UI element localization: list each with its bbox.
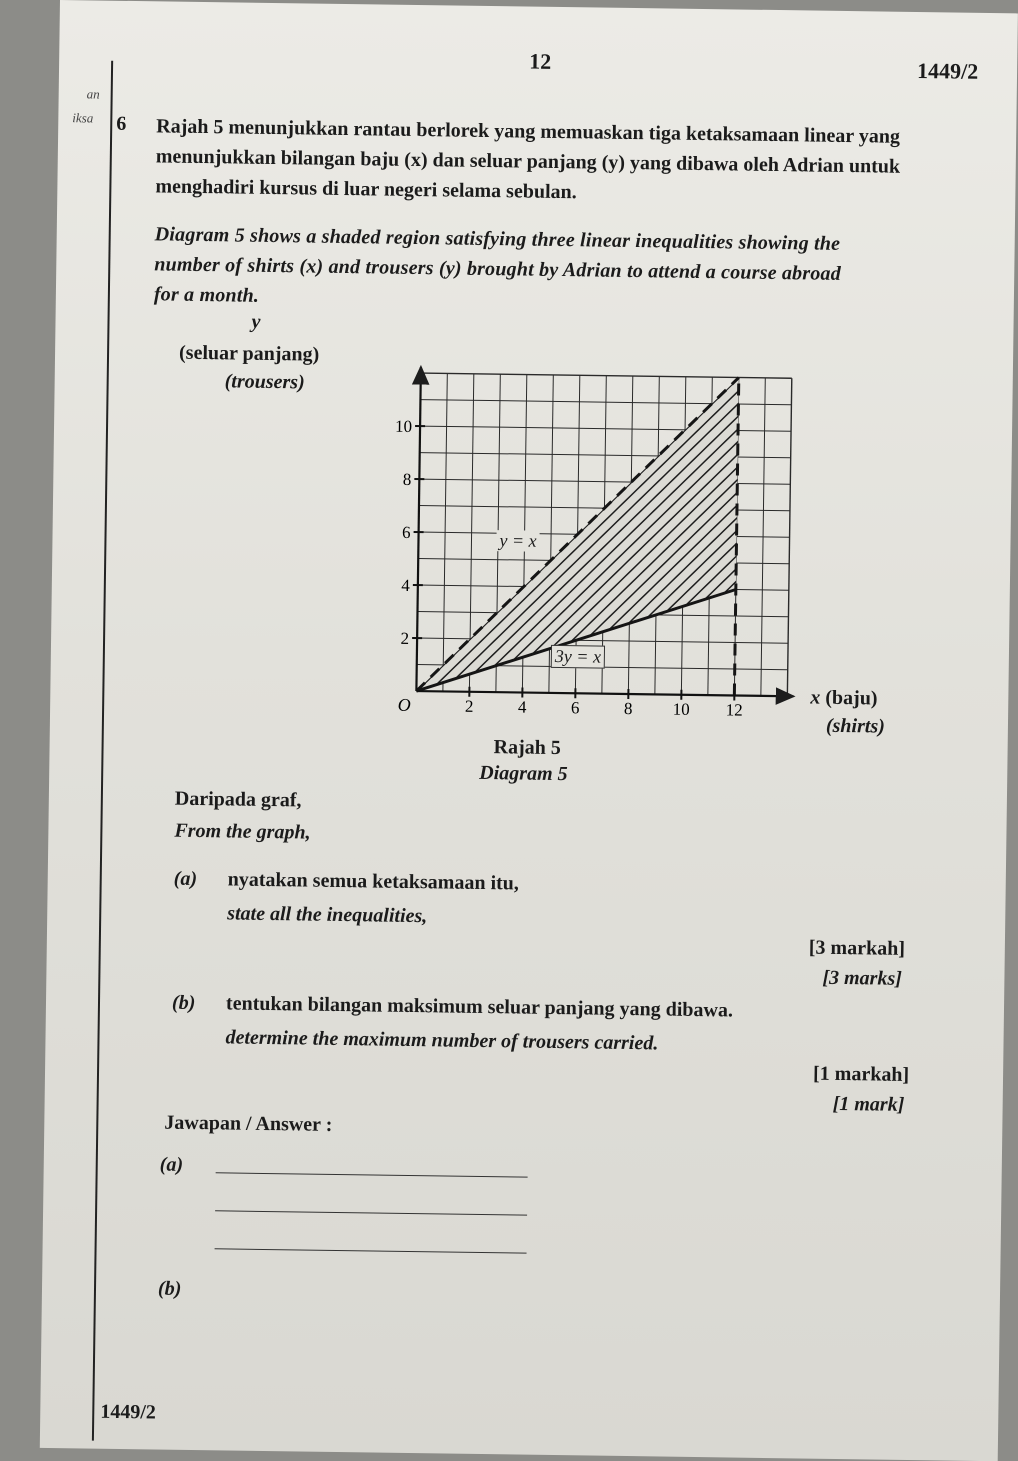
x-axis-symbol: x bbox=[810, 687, 820, 709]
tick-label-y: 10 bbox=[395, 417, 412, 436]
line-label-3y-equals-x: 3y = x bbox=[551, 645, 605, 669]
question-malay-line: menghadiri kursus di luar negeri selama sebulan. bbox=[155, 171, 577, 207]
line-label-y-equals-x: y = x bbox=[496, 530, 539, 552]
from-graph-english: From the graph, bbox=[174, 820, 310, 845]
answer-line[interactable] bbox=[215, 1210, 527, 1215]
tick-label-y: 8 bbox=[403, 470, 412, 489]
tick-label-x: 6 bbox=[571, 698, 580, 717]
tick-label-x: 4 bbox=[518, 697, 527, 716]
from-graph-malay: Daripada graf, bbox=[175, 788, 302, 813]
part-b-marks-english: [1 mark] bbox=[832, 1093, 904, 1117]
y-axis bbox=[416, 367, 421, 691]
x-axis-label-malay: (baju) bbox=[825, 687, 878, 710]
x-axis-label-row bbox=[810, 687, 878, 711]
inequality-graph bbox=[326, 334, 812, 741]
answer-part-a-label: (a) bbox=[160, 1154, 184, 1177]
x-axis-label-english: (shirts) bbox=[826, 715, 885, 739]
y-axis-label-malay: (seluar panjang) bbox=[179, 342, 320, 367]
tick-label-y: 2 bbox=[400, 629, 409, 648]
question-number: 6 bbox=[116, 113, 126, 136]
tick-label-x: 10 bbox=[673, 700, 690, 719]
question-malay-line: Rajah 5 menunjukkan rantau berlorek yang memuaskan tiga ketaksamaan linear yang bbox=[156, 111, 900, 151]
tick-label-x: 2 bbox=[465, 697, 474, 716]
question-english-line: Diagram 5 shows a shaded region satisfying three linear inequalities showing the bbox=[155, 219, 841, 259]
diagram-caption-english: Diagram 5 bbox=[479, 762, 568, 786]
x-axis bbox=[416, 691, 793, 696]
part-b-label: (b) bbox=[172, 992, 196, 1015]
part-a-marks-malay: [3 markah] bbox=[809, 937, 905, 961]
answer-line[interactable] bbox=[215, 1248, 527, 1253]
margin-note: an bbox=[87, 86, 100, 102]
diagram-caption-malay: Rajah 5 bbox=[493, 736, 561, 760]
part-a-label: (a) bbox=[174, 868, 198, 891]
answer-heading: Jawapan / Answer : bbox=[164, 1112, 332, 1137]
part-a-marks-english: [3 marks] bbox=[822, 967, 902, 991]
question-english-line: for a month. bbox=[154, 279, 260, 310]
tick-label-x: 8 bbox=[624, 699, 633, 718]
origin-label: O bbox=[398, 695, 411, 715]
margin-note: iksa bbox=[72, 110, 93, 126]
part-a-malay: nyatakan semua ketaksamaan itu, bbox=[228, 868, 519, 895]
margin-line bbox=[92, 61, 113, 1441]
tick-label-x: 12 bbox=[726, 700, 743, 719]
page-number: 12 bbox=[529, 49, 551, 75]
exam-page bbox=[40, 0, 1018, 1461]
question-malay-line: menunjukkan bilangan baju (x) dan seluar panjang (y) yang dibawa oleh Adrian untuk bbox=[156, 141, 901, 181]
answer-part-b-label: (b) bbox=[158, 1277, 182, 1300]
part-b-malay: tentukan bilangan maksimum seluar panjang yang dibawa. bbox=[226, 992, 733, 1022]
tick-label-y: 6 bbox=[402, 523, 411, 542]
tick-label-y: 4 bbox=[401, 576, 410, 595]
part-b-marks-malay: [1 markah] bbox=[813, 1063, 909, 1087]
part-b-english: determine the maximum number of trousers carried. bbox=[225, 1026, 658, 1055]
paper-code-header: 1449/2 bbox=[917, 58, 978, 85]
answer-line[interactable] bbox=[216, 1172, 528, 1177]
part-a-english: state all the inequalities, bbox=[227, 902, 427, 928]
y-axis-symbol: y bbox=[251, 311, 260, 334]
y-axis-label-english: (trousers) bbox=[225, 370, 305, 394]
paper-code-footer: 1449/2 bbox=[100, 1401, 156, 1425]
question-english-line: number of shirts (x) and trousers (y) brought by Adrian to attend a course abroad bbox=[154, 249, 841, 289]
